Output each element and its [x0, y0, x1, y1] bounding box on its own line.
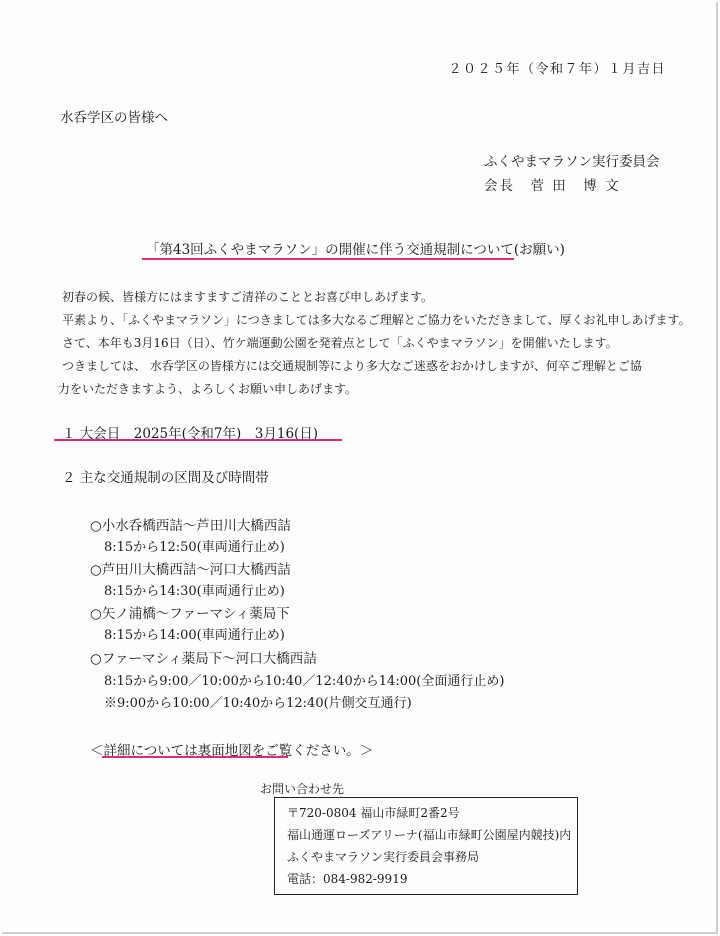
document-page	[2, 2, 718, 934]
route-item-1: ○小水呑橋西詰～芦田川大橋西詰	[90, 518, 291, 534]
route-item-3: ○矢ノ浦橋～ファーマシィ薬局下	[90, 606, 290, 622]
recipient: 水呑学区の皆様へ	[60, 110, 168, 126]
paragraph-3: さて、本年も3月16日（日）、竹ケ端運動公園を発着点として「ふくやまマラソン」を開催いたします。	[62, 336, 618, 350]
issue-date: ２０２５年（令和７年）１月吉日	[448, 62, 666, 77]
event-date-section: １ 大会日 2025年(令和7年) 3月16(日)	[62, 426, 319, 442]
organization: ふくやまマラソン実行委員会	[484, 154, 660, 170]
paragraph-5: 力をいただきますよう、よろしくお願い申しあげます。	[58, 382, 358, 396]
president: 会長 菅 田 博 文	[484, 178, 621, 194]
paragraph-4: つきましては、 水呑学区の皆様方には交通規制等により多大なご迷惑をおかけしますが、何卒ご理解とご協	[62, 359, 642, 373]
map-note: ＜詳細については裏面地図をご覧ください。＞	[90, 743, 374, 759]
map-note-underline	[102, 756, 288, 758]
event-date-underline	[54, 439, 342, 441]
regulation-heading: ２ 主な交通規制の区間及び時間帯	[62, 470, 269, 486]
contact-box	[274, 797, 578, 895]
route-time-2: 8:15から14:30(車両通行止め)	[104, 584, 285, 599]
route-time-1: 8:15から12:50(車両通行止め)	[104, 540, 285, 555]
route-item-4: ○ファーマシィ薬局下～河口大橋西詰	[90, 651, 317, 667]
route-item-2: ○芦田川大橋西詰～河口大橋西詰	[90, 562, 291, 578]
route-time-3: 8:15から14:00(車両通行止め)	[104, 628, 285, 643]
document-title: 「第43回ふくやまマラソン」の開催に伴う交通規制について(お願い)	[146, 242, 565, 258]
title-underline	[142, 258, 514, 260]
route-time-4: 8:15から9:00／10:00から10:40／12:40から14:00(全面通行止め)	[104, 674, 505, 689]
contact-label: お問い合わせ先	[260, 782, 345, 796]
contact-address: 〒720-0804 福山市緑町2番2号	[287, 806, 460, 820]
paragraph-2: 平素より、「ふくやまマラソン」につきましては多大なるご理解とご協力をいただきまして、厚くお礼申しあげます。	[62, 313, 691, 327]
contact-phone: 電話：084-982-9919	[287, 872, 408, 886]
contact-venue: 福山通運ローズアリーナ(福山市緑町公園屋内競技)内	[287, 828, 572, 842]
contact-office: ふくやまマラソン実行委員会事務局	[287, 850, 480, 864]
route-time-4-alt: ※9:00から10:00／10:40から12:40(片側交互通行)	[104, 696, 412, 711]
paragraph-1: 初春の候、皆様方にはますますご清祥のこととお喜び申しあげます。	[62, 290, 434, 304]
